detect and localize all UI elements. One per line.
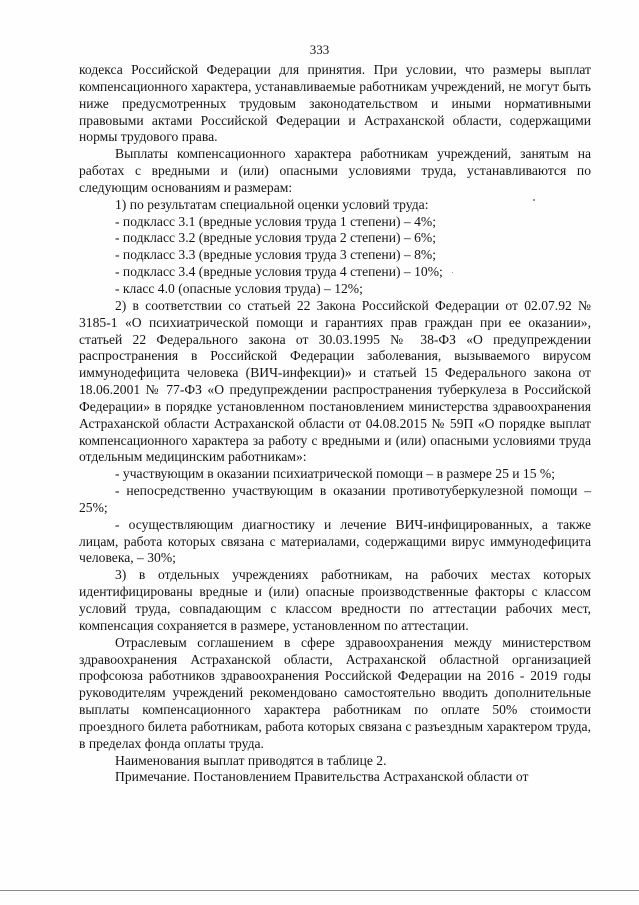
document-body (79, 62, 591, 786)
list-item-subclass-3-2: - подкласс 3.2 (вредные условия труда 2 степени) – 6%; (115, 230, 436, 246)
list-item-tuberculosis-care: - непосредственно участвующим в оказании противотуберкулезной помощи – 25%; (79, 483, 591, 515)
paragraph-continuation: кодекса Российской Федерации для принятия. При условии, что размеры выплат компенсационного характера, устанавливаемые работникам учреждений, не могут быть ниже предусмотренных трудовым законодательством и иными нормативными правовыми актами Российской Федерации и Астраханской области, содержащими нормы трудового права. (79, 62, 591, 145)
list-item-psychiatric-care: - участвующим в оказании психиатрической помощи – в размере 25 и 15 %; (115, 466, 556, 482)
paragraph-compensation-intro: Выплаты компенсационного характера работникам учреждений, занятым на работах с вредными и (или) опасными условиями труда, устанавливаются по следующим основаниям и размерам: (79, 146, 591, 195)
paragraph-attestation: 3) в отдельных учреждениях работникам, на рабочих местах которых идентифицированы вредные и (или) опасные производственные факторы с классом условий труда, совпадающим с классом вредности по аттестации рабочих мест, компенсация сохраняется в размере, установленном по аттестации. (79, 567, 591, 633)
list-item-subclass-3-1: - подкласс 3.1 (вредные условия труда 1 степени) – 4%; (115, 213, 436, 229)
scan-speck (533, 199, 535, 201)
paragraph-industry-agreement: Отраслевым соглашением в сфере здравоохранения между министерством здравоохранения Астраханской области, Астраханской областной организацией профсоюза работников здравоохранения Российской Федерации на 2016 - 2019 годы руководителям учреждений рекомендовано самостоятельно вводить дополнительные выплаты компенсационного характера работникам по оплате 50% стоимости проездного билета работникам, работа которых связана с разъездным характером труда, в пределах фонда оплаты труда. (79, 634, 591, 751)
list-item-hiv-diagnostics: - осуществляющим диагностику и лечение ВИЧ-инфицированных, а также лицам, работа которых связана с материалами, содержащими вирус иммунодефицита человека, – 30%; (79, 516, 591, 566)
scan-speck (452, 272, 453, 273)
scan-edge-line (0, 890, 639, 891)
list-item-subclass-3-4: - подкласс 3.4 (вредные условия труда 4 степени) – 10%; (115, 264, 443, 280)
list-item-special-assessment: 1) по результатам специальной оценки условий труда: (115, 196, 429, 212)
paragraph-law-references: 2) в соответствии со статьей 22 Закона Российской Федерации от 02.07.92 № 3185-1 «О психиатрической помощи и гарантиях прав граждан при ее оказании», статьей 22 Федерального закона от 30.03.1995 № 38-ФЗ «О предупреждении распространения в Российской Федерации заболевания, вызываемого вирусом иммунодефицита человека (ВИЧ-инфекции)» и статьей 15 Федерального закона от 18.06.2001 № 77-ФЗ «О предупреждении распространения туберкулеза в Российской Федерации» в порядке установленном постановлением министерства здравоохранения Астраханской области Астраханской области от 04.08.2015 № 59П «О порядке выплат компенсационного характера за работу с вредными и (или) опасными условиями труда отдельным медицинским работникам»: (79, 297, 591, 465)
page-number: 333 (309, 42, 330, 57)
paragraph-table-reference: Наименования выплат приводятся в таблице 2. (115, 752, 387, 768)
list-item-subclass-3-3: - подкласс 3.3 (вредные условия труда 3 степени) – 8%; (115, 247, 436, 263)
paragraph-note: Примечание. Постановлением Правительства Астраханской области от (115, 769, 529, 785)
list-item-class-4-0: - класс 4.0 (опасные условия труда) – 12%; (115, 280, 363, 296)
